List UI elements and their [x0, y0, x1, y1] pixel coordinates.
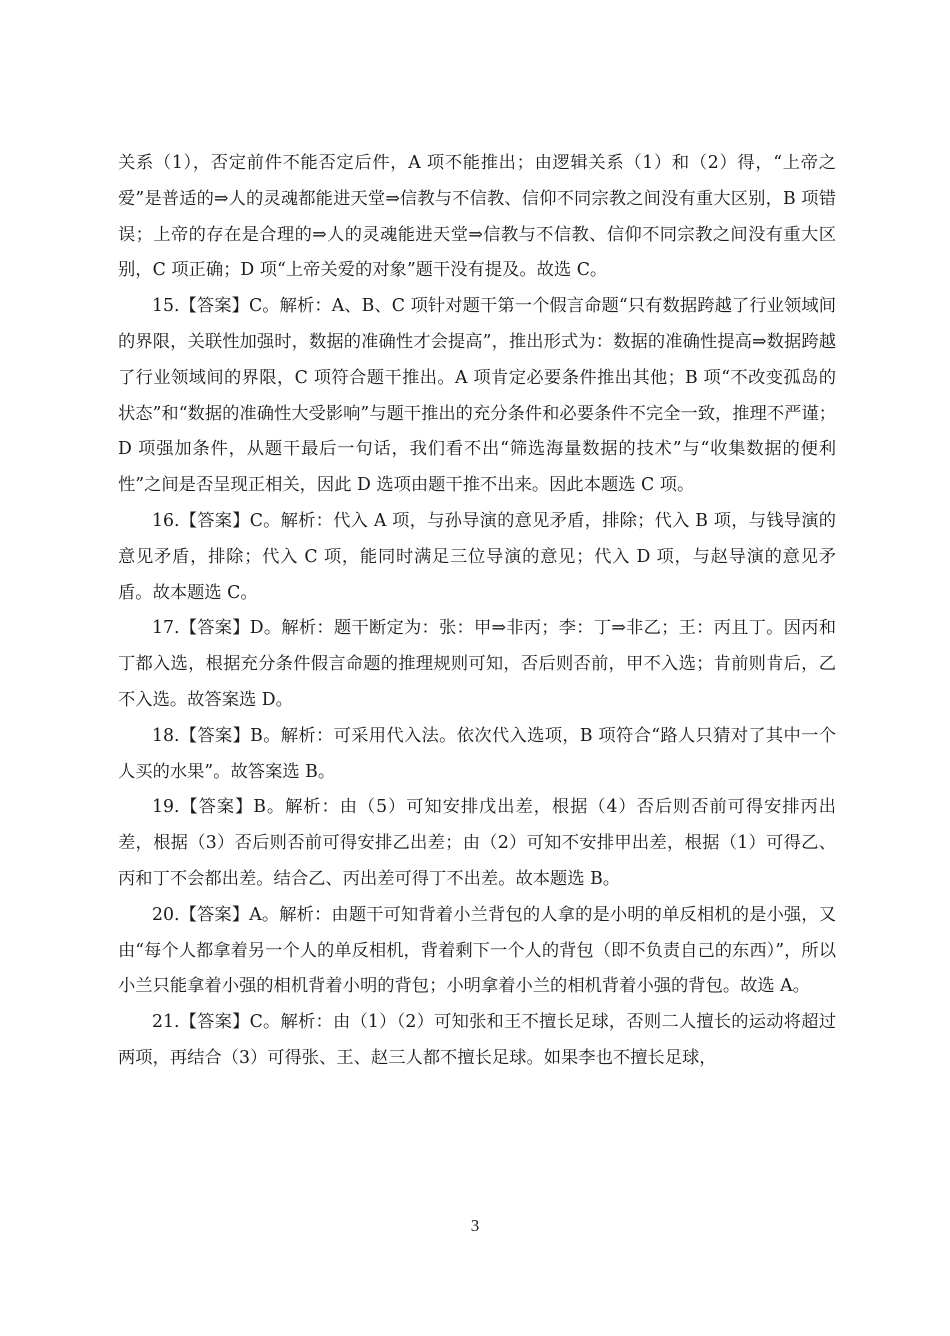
paragraph-answer-14-continued: 关系（1），否定前件不能否定后件，A 项不能推出；由逻辑关系（1）和（2）得，“上帝之爱”是普适的⇒人的灵魂都能进天堂⇒信教与不信教、信仰不同宗教之间没有重大区别，B 项错误；上帝的存在是合理的⇒人的灵魂能进天堂⇒信教与不信教、信仰不同宗教之间没有重大区别，C 项正确；D 项“上帝关爱的对象”题干没有提及。故选 C。 [118, 153, 836, 281]
paragraph-answer-17: 17.【答案】D。解析：题干断定为：张：甲⇒非丙；李：丁⇒非乙；王：丙且丁。因丙和丁都入选，根据充分条件假言命题的推理规则可知，否后则否前，甲不入选；肯前则肯后，乙不入选。故答案选 D。 [118, 618, 836, 710]
paragraph-answer-19: 19.【答案】B。解析：由（5）可知安排戊出差，根据（4）否后则否前可得安排丙出差，根据（3）否后则否前可得安排乙出差；由（2）可知不安排甲出差，根据（1）可得乙、丙和丁不会都出差。结合乙、丙出差可得丁不出差。故本题选 B。 [118, 797, 836, 889]
paragraph-answer-21: 21.【答案】C。解析：由（1）（2）可知张和王不擅长足球，否则二人擅长的运动将超过两项，再结合（3）可得张、王、赵三人都不擅长足球。如果李也不擅长足球， [118, 1012, 836, 1068]
paragraph-answer-16: 16.【答案】C。解析：代入 A 项，与孙导演的意见矛盾，排除；代入 B 项，与钱导演的意见矛盾，排除；代入 C 项，能同时满足三位导演的意见；代入 D 项，与赵导演的意见矛盾。故本题选 C。 [118, 510, 836, 603]
paragraph-answer-15: 15.【答案】C。解析：A、B、C 项针对题干第一个假言命题“只有数据跨越了行业领域间的界限，关联性加强时，数据的准确性才会提高”，推出形式为：数据的准确性提高⇒数据跨越了行业领域间的界限，C 项符合题干推出。A 项肯定必要条件推出其他；B 项“不改变孤岛的状态”和“数据的准确性大受影响”与题干推出的充分条件和必要条件不完全一致，推理不严谨；D 项强加条件，从题干最后一句话，我们看不出“筛选海量数据的技术”与“收集数据的便利性”之间是否呈现正相关，因此 D 选项由题干推不出来。因此本题选 C 项。 [118, 296, 836, 496]
page-number: 3 [470, 1216, 480, 1235]
document-body [118, 146, 836, 1077]
paragraph-answer-20: 20.【答案】A。解析：由题干可知背着小兰背包的人拿的是小明的单反相机的是小强，又由“每个人都拿着另一个人的单反相机，背着剩下一个人的背包（即不负责自己的东西）”，所以小兰只能拿着小强的相机背着小明的背包；小明拿着小兰的相机背着小强的背包。故选 A。 [118, 904, 836, 997]
paragraph-answer-18: 18.【答案】B。解析：可采用代入法。依次代入选项，B 项符合“路人只猜对了其中一个人买的水果”。故答案选 B。 [118, 725, 836, 782]
